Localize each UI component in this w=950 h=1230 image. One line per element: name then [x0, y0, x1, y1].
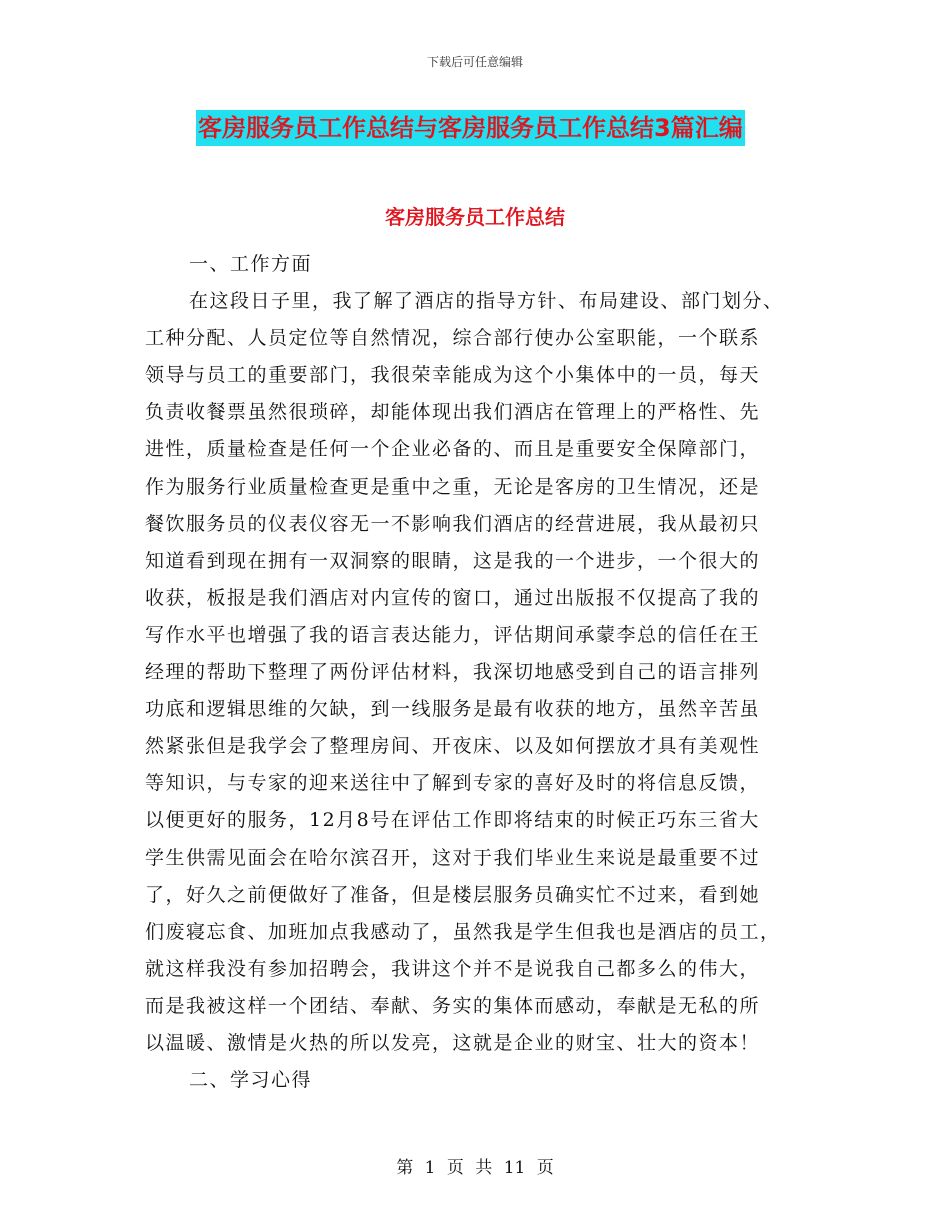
paragraph-line: 们废寝忘食、加班加点我感动了，虽然我是学生但我也是酒店的员工， — [145, 920, 781, 943]
footer-suffix: 页 — [536, 1158, 554, 1178]
paragraph-line: 工种分配、人员定位等自然情况，综合部行使办公室职能，一个联系 — [145, 327, 761, 350]
footer-prefix: 第 — [396, 1158, 414, 1178]
paragraph-line: 然紧张但是我学会了整理房间、开夜床、以及如何摆放才具有美观性 — [145, 735, 761, 758]
paragraph-line: 写作水平也增强了我的语言表达能力，评估期间承蒙李总的信任在王 — [145, 623, 761, 646]
section-heading-work: 一、工作方面 — [189, 253, 313, 275]
paragraph-line: 领导与员工的重要部门，我很荣幸能成为这个小集体中的一员，每天 — [145, 364, 761, 387]
paragraph-line: 在这段日子里，我了解了酒店的指导方针、布局建设、部门划分、 — [189, 290, 784, 313]
paragraph-line: 负责收餐票虽然很琐碎，却能体现出我们酒店在管理上的严格性、先 — [145, 401, 761, 424]
paragraph-line: 经理的帮助下整理了两份评估材料，我深切地感受到自己的语言排列 — [145, 661, 761, 684]
header-note: 下载后可任意编辑 — [426, 55, 523, 69]
paragraph-line: 就这样我没有参加招聘会，我讲这个并不是说我自己都多么的伟大， — [145, 957, 761, 980]
page-number: 1 — [424, 1158, 436, 1178]
footer-middle: 页 共 — [446, 1158, 493, 1178]
paragraph-line: 知道看到现在拥有一双洞察的眼睛，这是我的一个进步，一个很大的 — [145, 549, 761, 572]
paragraph-line: 作为服务行业质量检查更是重中之重，无论是客房的卫生情况，还是 — [145, 475, 761, 498]
document-body — [145, 246, 810, 1099]
paragraph-line: 进性，质量检查是任何一个企业必备的、而且是重要安全保障部门， — [145, 438, 761, 461]
paragraph-line: 以便更好的服务，12月8号在评估工作即将结束的时候正巧东三省大 — [145, 809, 760, 832]
paragraph-line: 收获，板报是我们酒店对内宣传的窗口，通过出版报不仅提高了我的 — [145, 586, 761, 609]
paragraph-line: 餐饮服务员的仪表仪容无一不影响我们酒店的经营进展，我从最初只 — [145, 512, 761, 535]
paragraph-work — [145, 283, 810, 1062]
paragraph-line: 以温暖、激情是火热的所以发亮，这就是企业的财宝、壮大的资本！ — [145, 1031, 761, 1054]
section-title: 客房服务员工作总结 — [385, 205, 565, 229]
page-footer — [0, 1153, 950, 1178]
paragraph-line: 而是我被这样一个团结、奉献、务实的集体而感动，奉献是无私的所 — [145, 994, 761, 1017]
paragraph-line: 等知识，与专家的迎来送往中了解到专家的喜好及时的将信息反馈， — [145, 772, 761, 795]
paragraph-line: 功底和逻辑思维的欠缺，到一线服务是最有收获的地方，虽然辛苦虽 — [145, 698, 761, 721]
section-heading-study: 二、学习心得 — [189, 1069, 313, 1092]
page-total: 11 — [503, 1158, 526, 1178]
paragraph-line: 学生供需见面会在哈尔滨召开，这对于我们毕业生来说是最重要不过 — [145, 846, 761, 869]
paragraph-line: 了，好久之前便做好了准备，但是楼层服务员确实忙不过来，看到她 — [145, 883, 761, 906]
document-main-title: 客房服务员工作总结与客房服务员工作总结3篇汇编 — [196, 110, 745, 146]
